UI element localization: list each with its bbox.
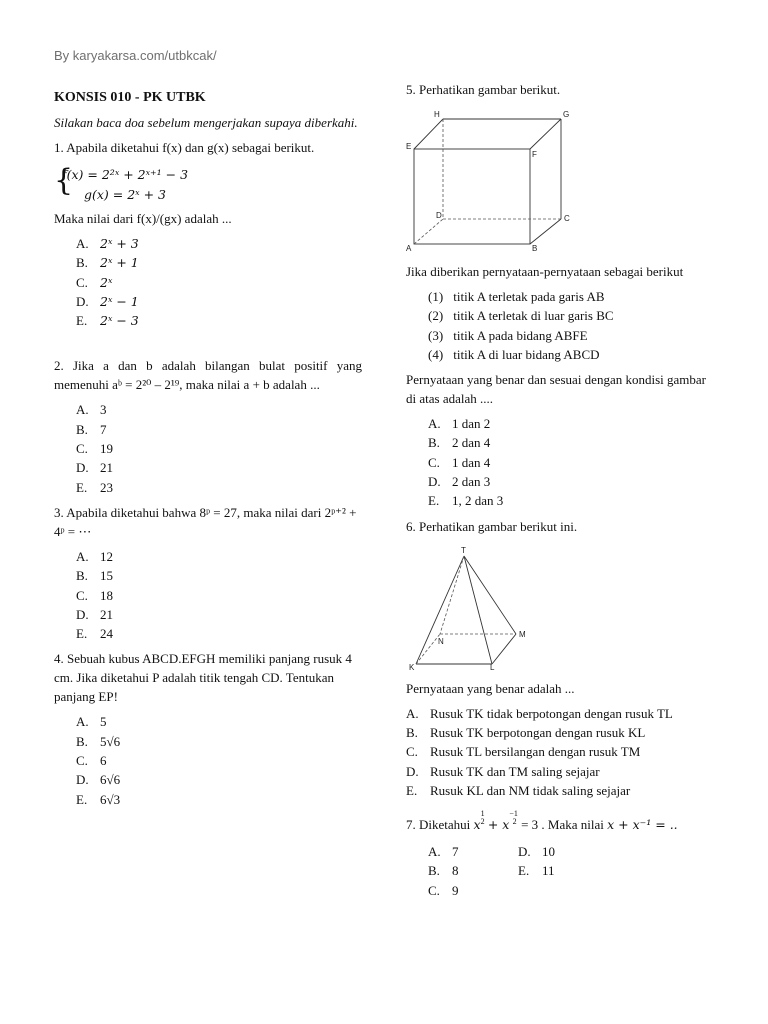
question-5-text: 5. Perhatikan gambar berikut. xyxy=(406,82,561,97)
option[interactable]: E. 2ˣ − 3 xyxy=(76,313,139,329)
statement: (2) titik A terletak di luar garis BC xyxy=(428,308,614,324)
option[interactable]: B. 2 dan 4 xyxy=(428,435,491,451)
option[interactable]: E. 24 xyxy=(76,626,113,642)
statement: (3) titik A pada bidang ABFE xyxy=(428,327,588,343)
cube-label-a: A xyxy=(406,244,412,252)
option[interactable]: C. 9 xyxy=(428,882,459,898)
option[interactable]: E. 6√3 xyxy=(76,791,121,807)
equation-system xyxy=(54,163,362,203)
option[interactable]: D. Rusuk TK dan TM saling sejajar xyxy=(406,763,600,779)
equation-fx: f(x) = 2²ˣ + 2ˣ⁺¹ − 3 xyxy=(62,167,189,182)
option[interactable]: B. 15 xyxy=(76,568,113,584)
cube-label-d: D xyxy=(436,211,442,220)
pyramid-label-k: K xyxy=(409,662,415,671)
pyramid-label-l: L xyxy=(490,662,495,671)
option[interactable]: A. Rusuk TK tidak berpotongan dengan rusuk TL xyxy=(406,705,673,721)
option[interactable]: C. 2ˣ xyxy=(76,274,113,290)
cube-label-b: B xyxy=(532,244,538,252)
right-column xyxy=(406,80,706,900)
question-4-text: 4. Sebuah kubus ABCD.EFGH memiliki panjang rusuk 4 cm. Jika diketahui P adalah titik tengah CD. Tentukan panjang EP! xyxy=(54,651,352,705)
option[interactable]: D. 6√6 xyxy=(76,772,121,788)
intro-text: Silakan baca doa sebelum mengerjakan supaya diberkahi. xyxy=(54,115,358,130)
document-title: KONSIS 010 - PK UTBK xyxy=(54,90,206,105)
question-6 xyxy=(406,517,706,800)
option[interactable]: A. 7 xyxy=(428,844,459,860)
option[interactable]: E. 23 xyxy=(76,479,113,495)
option[interactable]: B. 7 xyxy=(76,421,107,437)
option[interactable]: B. 8 xyxy=(428,863,459,879)
brace-symbol: { xyxy=(54,163,74,198)
cube-label-c: C xyxy=(564,214,570,223)
cube-label-e: E xyxy=(406,142,412,151)
option[interactable]: E. Rusuk KL dan NM tidak saling sejajar xyxy=(406,782,631,798)
option[interactable]: C. Rusuk TL bersilangan dengan rusuk TM xyxy=(406,744,641,760)
statement: (1) titik A terletak pada garis AB xyxy=(428,289,605,304)
option[interactable]: D. 21 xyxy=(76,606,113,622)
option[interactable]: B. 5√6 xyxy=(76,733,121,749)
option[interactable]: A. 12 xyxy=(76,548,113,564)
option[interactable]: D. 10 xyxy=(518,844,555,860)
pyramid-label-t: T xyxy=(461,545,466,555)
option[interactable]: C. 19 xyxy=(76,441,113,457)
question-1 xyxy=(54,138,362,330)
exponent-neg-half: −1 2 xyxy=(509,809,518,827)
option[interactable]: B. Rusuk TK berpotongan dengan rusuk KL xyxy=(406,724,646,740)
question-7 xyxy=(406,810,706,900)
question-1-ask: Maka nilai dari f(x)/(gx) adalah ... xyxy=(54,211,232,226)
equation-gx: g(x) = 2ˣ + 3 xyxy=(84,187,166,202)
option[interactable]: C. 1 dan 4 xyxy=(428,454,491,470)
question-4-options xyxy=(54,712,362,808)
pyramid-label-m: M xyxy=(519,629,526,639)
statement: (4) titik A di luar bidang ABCD xyxy=(428,346,600,362)
question-5-options xyxy=(406,414,706,510)
question-3-text: 3. Apabila diketahui bahwa 8ᵖ = 27, maka nilai dari 2ᵖ⁺² + 4ᵖ = ⋯ xyxy=(54,504,357,539)
question-3-options xyxy=(54,547,362,643)
option[interactable]: D. 21 xyxy=(76,460,113,476)
question-6-text: 6. Perhatikan gambar berikut ini. xyxy=(406,518,578,534)
question-2-options xyxy=(54,400,362,496)
question-5-ask: Pernyataan yang benar dan sesuai dengan kondisi gambar di atas adalah .... xyxy=(406,372,706,407)
cube-label-g: G xyxy=(563,110,570,119)
question-7-text: 7. Diketahui x1 2 + x−1 2 = 3 . Maka nilai x + x⁻¹ = .. xyxy=(406,809,678,833)
option[interactable]: A. 2ˣ + 3 xyxy=(76,236,139,251)
question-1-text: 1. Apabila diketahui f(x) dan g(x) sebagai berikut. xyxy=(54,140,315,155)
question-1-options xyxy=(54,234,362,330)
cube-figure xyxy=(406,107,576,252)
cube-label-f: F xyxy=(532,150,537,159)
question-3 xyxy=(54,503,362,643)
option[interactable]: A. 3 xyxy=(76,402,107,418)
question-5-lead: Jika diberikan pernyataan-pernyataan sebagai berikut xyxy=(406,264,684,279)
pyramid-figure xyxy=(406,546,536,671)
question-5-statements xyxy=(428,287,706,364)
question-2-text: 2. Jika a dan b adalah bilangan bulat positif yang memenuhi aᵇ = 2²⁰ – 2¹⁹, maka nilai a + b adalah ... xyxy=(54,358,362,393)
option[interactable]: E. 11 xyxy=(518,863,555,879)
option[interactable]: E. 1, 2 dan 3 xyxy=(428,493,504,509)
option[interactable]: C. 18 xyxy=(76,587,113,603)
pyramid-label-n: N xyxy=(438,636,444,646)
exponent-half: 1 2 xyxy=(480,809,485,827)
cube-label-h: H xyxy=(434,110,440,119)
source-credit: By karyakarsa.com/utbkcak/ xyxy=(54,48,217,63)
question-2 xyxy=(54,356,362,496)
question-7-options xyxy=(406,842,706,900)
option[interactable]: D. 2ˣ − 1 xyxy=(76,293,139,309)
option[interactable]: A. 1 dan 2 xyxy=(428,416,491,432)
left-column xyxy=(54,88,362,809)
option[interactable]: A. 5 xyxy=(76,714,107,730)
question-6-options xyxy=(406,704,706,800)
question-6-ask: Pernyataan yang benar adalah ... xyxy=(406,680,575,696)
question-5 xyxy=(406,80,706,511)
option[interactable]: C. 6 xyxy=(76,753,107,769)
option[interactable]: B. 2ˣ + 1 xyxy=(76,255,139,271)
option[interactable]: D. 2 dan 3 xyxy=(428,474,491,490)
question-4 xyxy=(54,649,362,808)
